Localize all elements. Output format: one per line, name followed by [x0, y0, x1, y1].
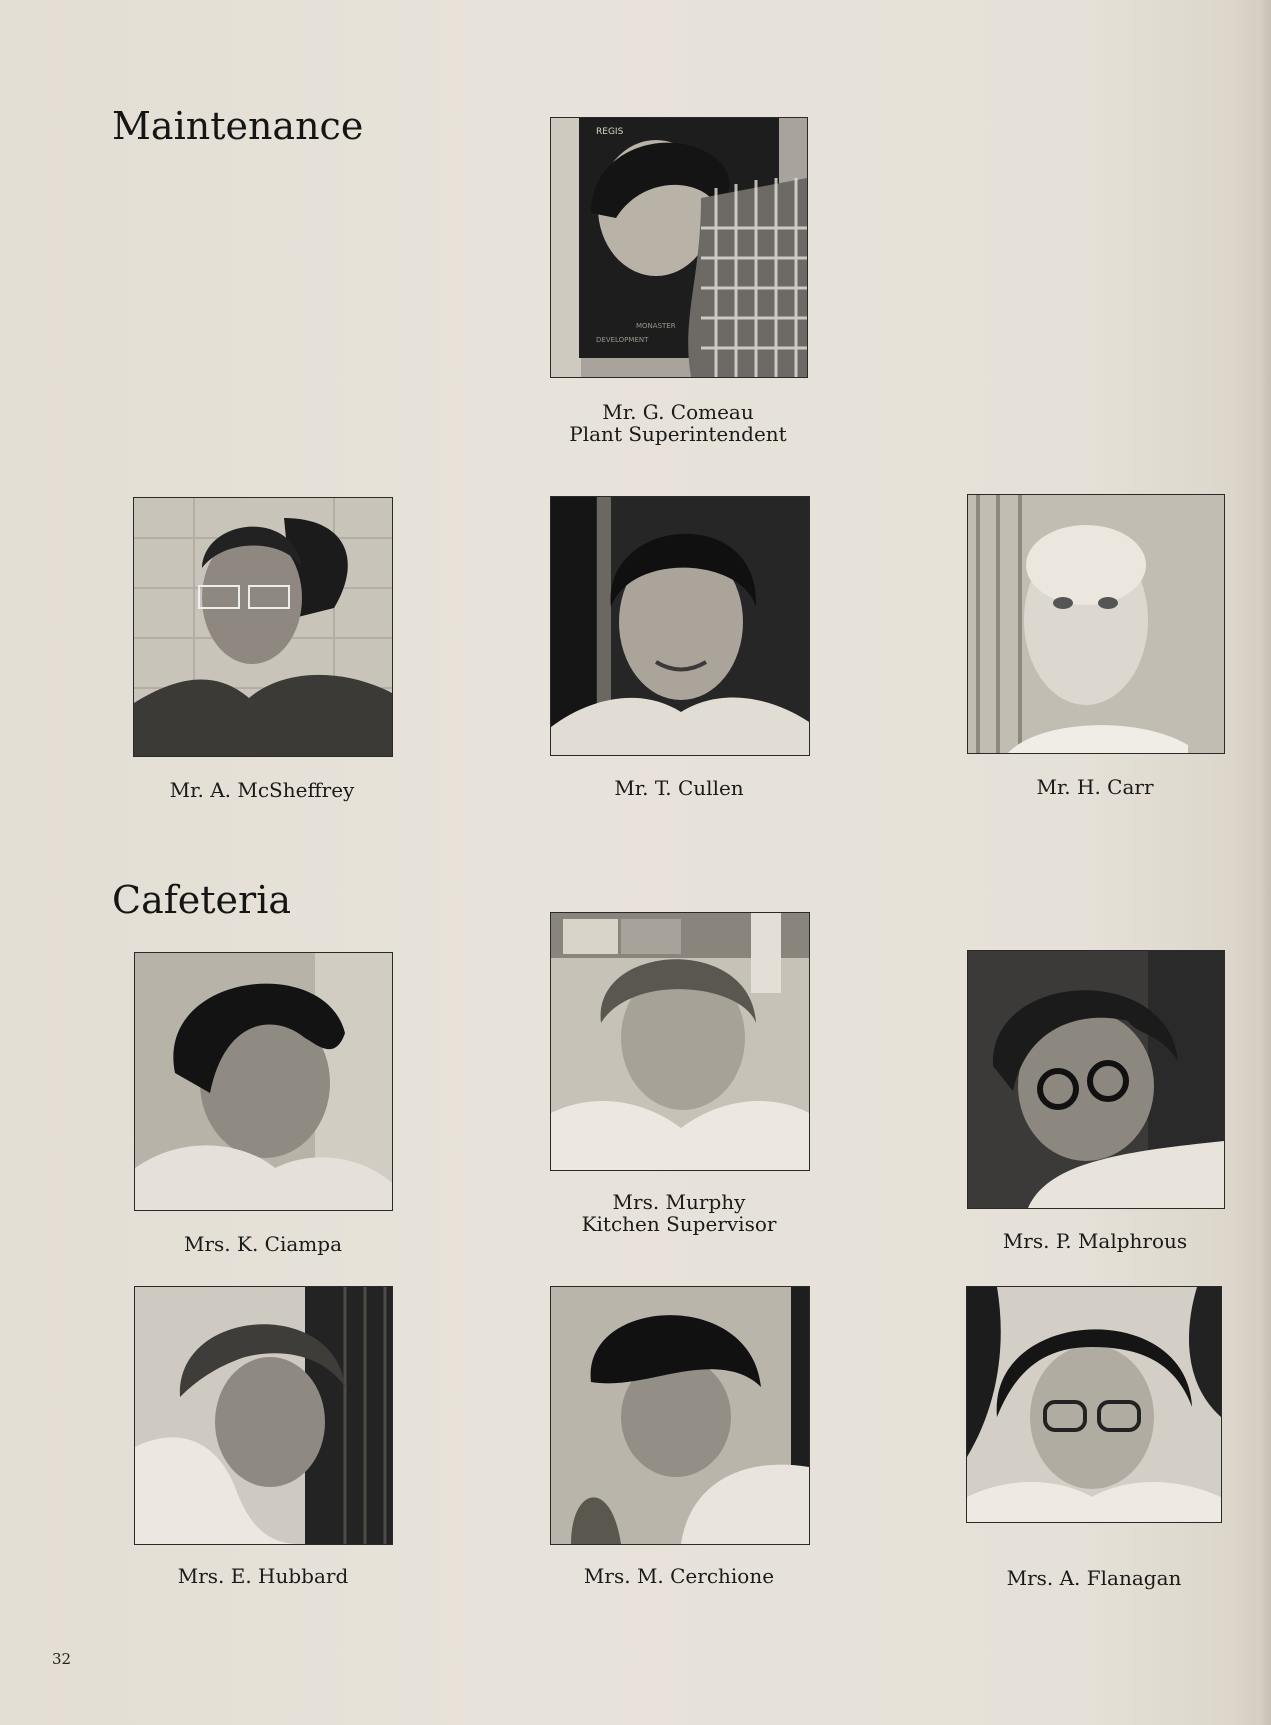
person-name: Mrs. K. Ciampa — [184, 1232, 342, 1256]
sign-text-monaster: MONASTER — [636, 322, 676, 330]
sign-text-regis: REGIS — [596, 127, 624, 137]
caption-comeau — [530, 401, 826, 445]
caption-malphrous — [946, 1230, 1244, 1252]
person-name: Mrs. M. Cerchione — [583, 1564, 775, 1588]
person-name: Mr. T. Cullen — [614, 776, 744, 800]
photo-cerchione — [550, 1286, 810, 1545]
section-title-maintenance: Maintenance — [112, 104, 364, 148]
person-role: Plant Superintendent — [569, 422, 787, 446]
photo-comeau — [550, 117, 808, 378]
person-name: Mrs. A. Flanagan — [1006, 1566, 1182, 1590]
photo-cullen — [550, 496, 810, 756]
caption-carr — [946, 776, 1244, 798]
photo-carr — [967, 494, 1225, 754]
person-name: Mrs. P. Malphrous — [1002, 1229, 1188, 1253]
caption-mcsheffrey — [113, 779, 411, 801]
person-role: Kitchen Supervisor — [581, 1212, 777, 1236]
photo-mcsheffrey — [133, 497, 393, 757]
person-name: Mrs. E. Hubbard — [177, 1564, 349, 1588]
caption-ciampa — [114, 1233, 412, 1255]
caption-murphy — [530, 1191, 828, 1235]
sign-text-development: DEVELOPMENT — [596, 336, 649, 344]
caption-flanagan — [945, 1567, 1243, 1589]
person-name: Mr. G. Comeau — [602, 400, 754, 424]
section-title-cafeteria: Cafeteria — [112, 878, 292, 922]
person-name: Mr. A. McSheffrey — [169, 778, 355, 802]
photo-flanagan — [966, 1286, 1222, 1523]
photo-murphy — [550, 912, 810, 1171]
caption-cullen — [530, 777, 828, 799]
photo-ciampa — [134, 952, 393, 1211]
caption-cerchione — [530, 1565, 828, 1587]
photo-hubbard — [134, 1286, 393, 1545]
person-name: Mr. H. Carr — [1036, 775, 1154, 799]
page-number: 32 — [52, 1650, 72, 1668]
person-name: Mrs. Murphy — [612, 1190, 746, 1214]
caption-hubbard — [114, 1565, 412, 1587]
photo-malphrous — [967, 950, 1225, 1209]
page-edge — [1257, 0, 1271, 1725]
